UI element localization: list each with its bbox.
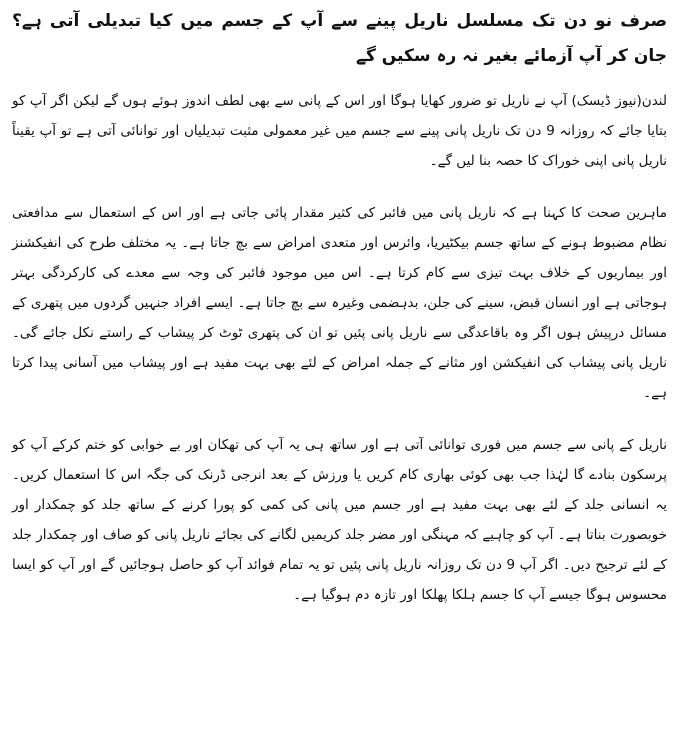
article-paragraph-intro: لندن(نیوز ڈیسک) آپ نے ناریل تو ضرور کھایا ہوگا اور اس کے پانی سے بھی لطف اندوز ہوئے ہوں گے لیکن اگر آپ کو بتایا جائے کہ روزانہ 9 دن تک ناریل پانی پینے سے جسم میں غیر معمولی مثبت تبدیلیاں اور توانائی آتی ہے تو آپ یقیناً ناریل پانی اپنی خوراک کا حصہ بنا لیں گے۔ [12, 93, 667, 169]
article-headline: صرف نو دن تک مسلسل ناریل پینے سے آپ کے جسم میں کیا تبدیلی آتی ہے؟ جان کر آپ آزمائے بغیر نہ رہ سکیں گے [12, 11, 667, 66]
article-paragraph-health-benefits: ماہرین صحت کا کہنا ہے کہ ناریل پانی میں فائبر کی کثیر مقدار پائی جاتی ہے اور اس کے استعمال سے مدافعتی نظام مضبوط ہونے کے ساتھ جسم بیکٹیریا، وائرس اور متعدی امراض سے بچ جاتا ہے۔ یہ مختلف طرح کی انفیکشنز اور بیماریوں کے خلاف بہت تیزی سے کام کرتا ہے۔ اس میں موجود فائبر کی وجہ سے معدے کی کارکردگی بہتر ہوجاتی ہے اور انسان قبض، سینے کی جلن، بدہضمی وغیرہ سے بچ جاتا ہے۔ ایسے افراد جنہیں گردوں میں پتھری کے مسائل درپیش ہوں اگر وہ باقاعدگی سے ناریل پانی پئیں تو ان کی پتھری ٹوٹ کر پیشاب کے راستے نکل جائے گی۔ ناریل پانی پیشاب کی انفیکشن اور مثانے کے جملہ امراض کے لئے بھی بہت مفید ہے اور پیشاب میں آسانی پیدا کرتا ہے۔ [12, 205, 667, 401]
article-paragraph-energy-skin: ناریل کے پانی سے جسم میں فوری توانائی آتی ہے اور ساتھ ہی یہ آپ کی تھکان اور بے خوابی کو ختم کرکے آپ کو پرسکون بنادے گا لہٰذا جب بھی کوئی بھاری کام کریں یا ورزش کے بعد انرجی ڈرنک کی جگہ اس کا استعمال کریں۔ یہ انسانی جلد کے لئے بھی بہت مفید ہے اور جسم میں پانی کی کمی کو پورا کرنے کے ساتھ جلد کو چمکدار اور خوبصورت بناتا ہے۔ آپ کو چاہیے کہ مہنگی اور مضر جلد کریمیں لگانے کی بجائے ناریل پانی کو صاف اور چمکدار جلد کے لئے ترجیح دیں۔ اگر آپ 9 دن تک روزانہ ناریل پانی پئیں تو یہ تمام فوائد آپ کو حاصل ہوجائیں گے اور آپ کو ایسا محسوس ہوگا جیسے آپ کا جسم ہلکا پھلکا اور تازہ دم ہوگیا ہے۔ [12, 437, 667, 603]
